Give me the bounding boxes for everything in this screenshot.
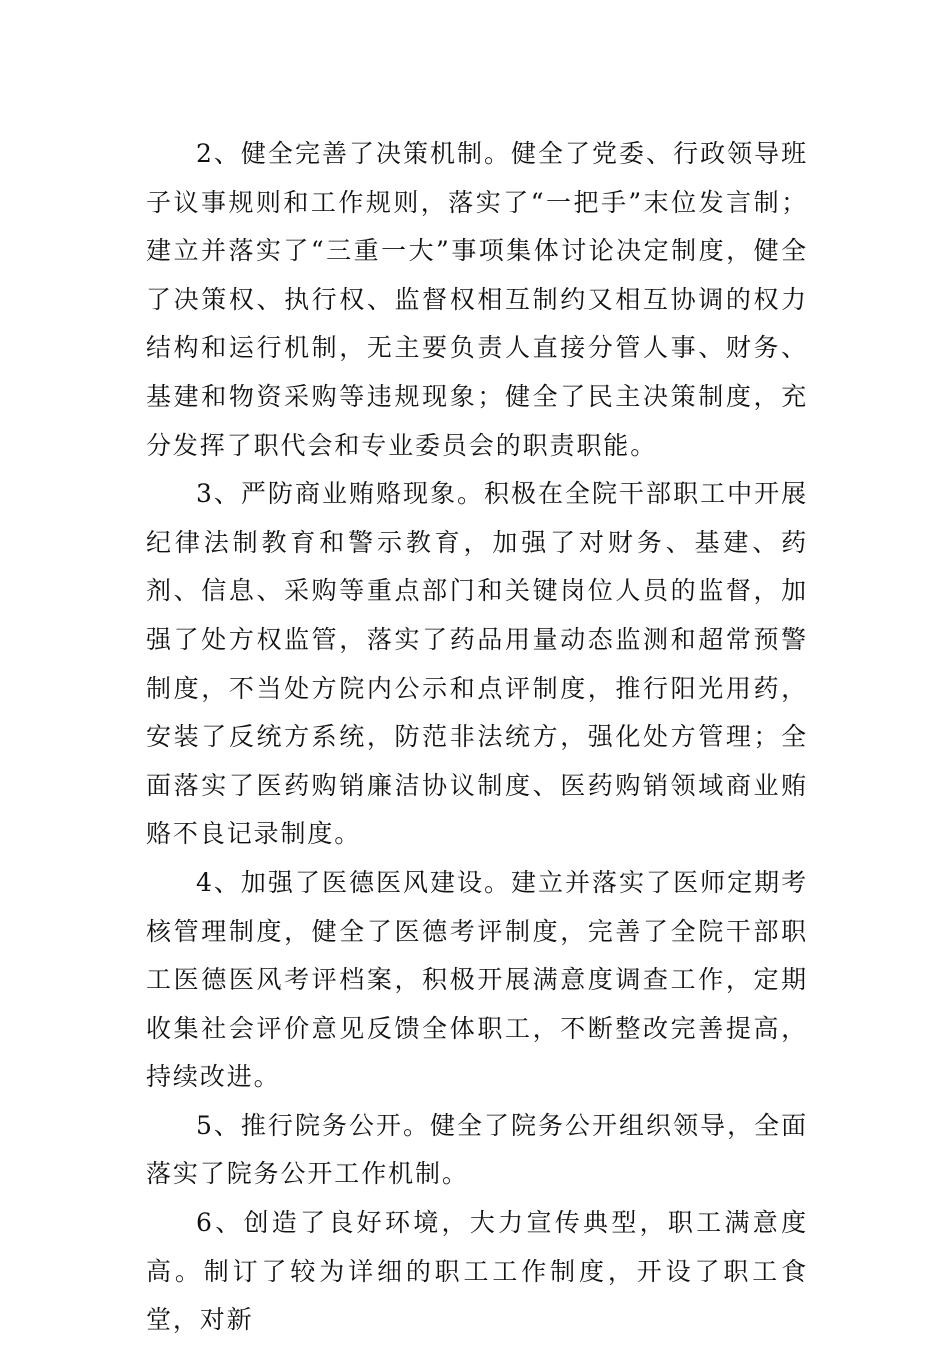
paragraph-environment: 6、创造了良好环境，大力宣传典型，职工满意度高。制订了较为详细的职工工作制度，开设了职工食堂，对新 <box>146 1208 808 1335</box>
paragraph-medical-ethics: 4、加强了医德医风建设。建立并落实了医师定期考核管理制度，健全了医德考评制度，完善了全院干部职工医德医风考评档案，积极开展满意度调查工作，定期收集社会评价意见反馈全体职工，不断整改完善提高，持续改进。 <box>146 867 808 1092</box>
paragraph-decision-mechanism: 2、健全完善了决策机制。健全了党委、行政领导班子议事规则和工作规则，落实了“一把手”末位发言制；建立并落实了“三重一大”事项集体讨论决定制度，健全了决策权、执行权、监督权相互制约又相互协调的权力结构和运行机制，无主要负责人直接分管人事、财务、基建和物资采购等违规现象；健全了民主决策制度，充分发挥了职代会和专业委员会的职责职能。 <box>146 139 808 460</box>
paragraph-anti-bribery: 3、严防商业贿赂现象。积极在全院干部职工中开展纪律法制教育和警示教育，加强了对财务、基建、药剂、信息、采购等重点部门和关键岗位人员的监督，加强了处方权监管，落实了药品用量动态监测和超常预警制度，不当处方院内公示和点评制度，推行阳光用药，安装了反统方系统，防范非法统方，强化处方管理；全面落实了医药购销廉洁协议制度、医药购销领域商业贿赂不良记录制度。 <box>146 479 808 849</box>
paragraph-hospital-affairs-disclosure: 5、推行院务公开。健全了院务公开组织领导，全面落实了院务公开工作机制。 <box>146 1110 808 1189</box>
document-body <box>146 130 808 1345</box>
